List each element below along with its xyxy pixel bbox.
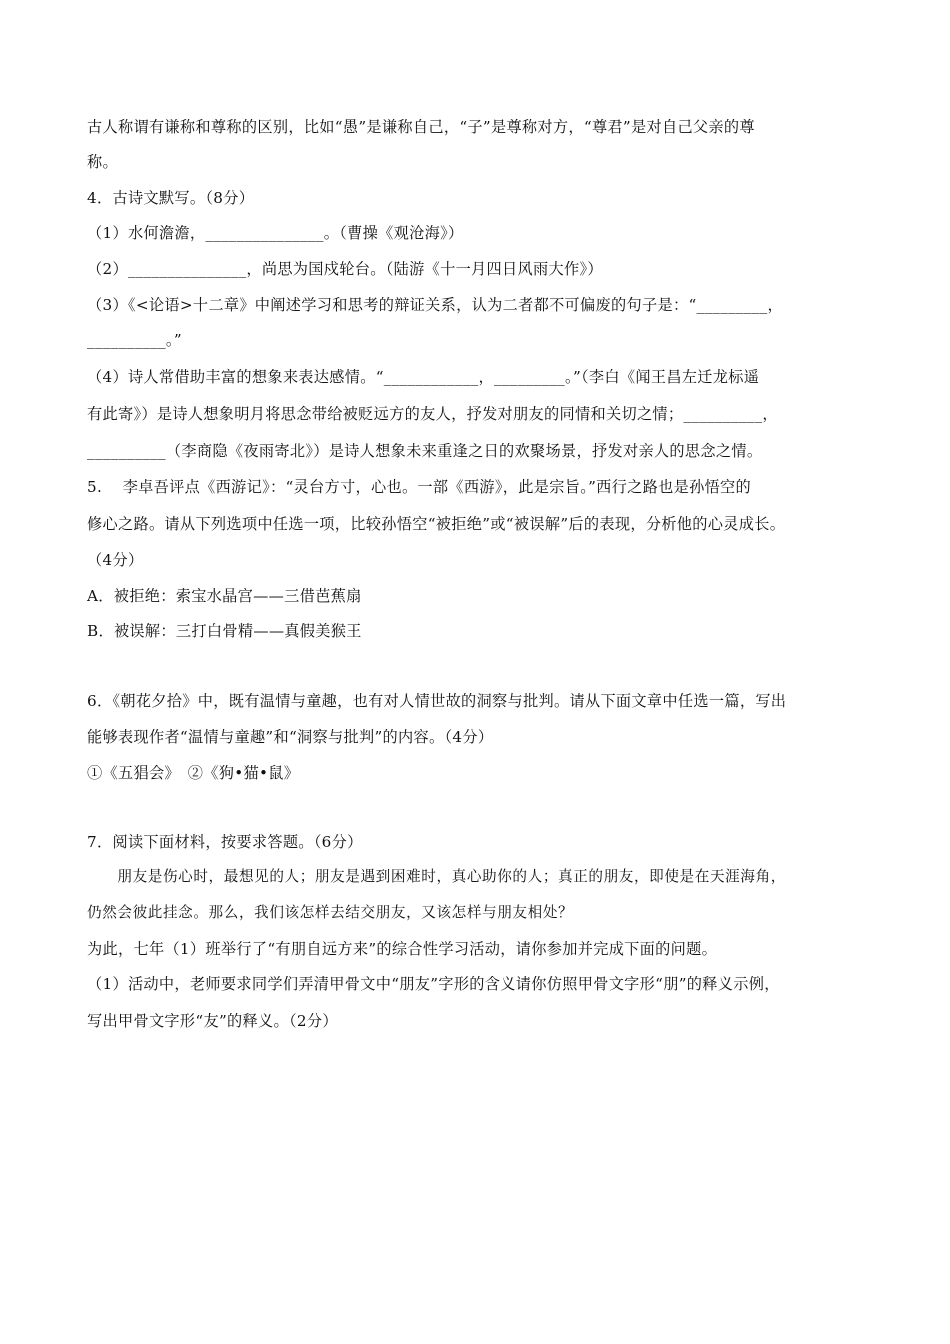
question-4-item-1: （1）水何澹澹，_______________。（曹操《观沧海》） — [87, 224, 464, 242]
question-5-option-a: A．被拒绝：索宝水晶宫——三借芭蕉扇 — [87, 587, 362, 605]
question-7-intro: 为此，七年（1）班举行了“有朋自远方来”的综合性学习活动，请你参加并完成下面的问题。 — [87, 940, 718, 958]
question-5-line-2: 修心之路。请从下列选项中任选一项，比较孙悟空“被拒绝”或“被误解”后的表现，分析他的心灵成长。 — [87, 515, 786, 533]
question-4-item-3: （3）《<论语>十二章》中阐述学习和思考的辩证关系，认为二者都不可偏废的句子是：“_________， — [87, 296, 784, 314]
question-6-line-1: 6．《朝花夕拾》中，既有温情与童趣，也有对人情世故的洞察与批判。请从下面文章中任选一篇，写出 — [87, 692, 787, 710]
question-4-item-2: （2）_______________，尚思为国戍轮台。（陆游《十一月四日风雨大作》） — [87, 260, 603, 278]
question-4-item-4: （4）诗人常借助丰富的想象来表达感情。“____________，_________。”（李白《闻王昌左迁龙标遥 — [87, 368, 760, 386]
question-7-title: 7．阅读下面材料，按要求答题。（6分） — [87, 833, 363, 851]
question-6-line-2: 能够表现作者“温情与童趣”和“洞察与批判”的内容。（4分） — [87, 728, 494, 746]
question-6-choices: ①《五猖会》 ②《狗•猫•鼠》 — [87, 764, 300, 782]
question-4-item-3-cont: __________。” — [87, 331, 182, 349]
question-4-item-4-cont-2: __________（李商隐《夜雨寄北》）是诗人想象未来重逢之日的欢聚场景，抒发对亲人的思念之情。 — [87, 442, 763, 460]
question-5-score: （4分） — [87, 551, 144, 569]
intro-line-2: 称。 — [87, 153, 118, 171]
question-7-material-1: 朋友是伤心时，最想见的人；朋友是遇到困难时，真心助你的人；真正的朋友，即使是在天涯海角， — [87, 868, 786, 885]
question-5-line-1: 5. 李卓吾评点《西游记》：“灵台方寸，心也。一部《西游》，此是宗旨。”西行之路也是孙悟空的 — [87, 478, 752, 496]
question-4-item-4-cont-1: 有此寄》）是诗人想象明月将思念带给被贬远方的友人，抒发对朋友的同情和关切之情；__________， — [87, 405, 778, 423]
question-7-sub-1-cont: 写出甲骨文字形“友”的释义。（2分） — [87, 1012, 338, 1030]
question-7-material-2: 仍然会彼此挂念。那么，我们该怎样去结交朋友，又该怎样与朋友相处？ — [87, 904, 574, 921]
question-5-option-b: B．被误解：三打白骨精——真假美猴王 — [87, 622, 362, 640]
question-4-title: 4．古诗文默写。（8分） — [87, 189, 255, 207]
intro-line-1: 古人称谓有谦称和尊称的区别，比如“愚”是谦称自己，“子”是尊称对方，“尊君”是对自己父亲的尊 — [87, 118, 755, 136]
question-7-sub-1: （1）活动中，老师要求同学们弄清甲骨文中“朋友”字形的含义请你仿照甲骨文字形“朋”的释义示例， — [87, 975, 780, 993]
